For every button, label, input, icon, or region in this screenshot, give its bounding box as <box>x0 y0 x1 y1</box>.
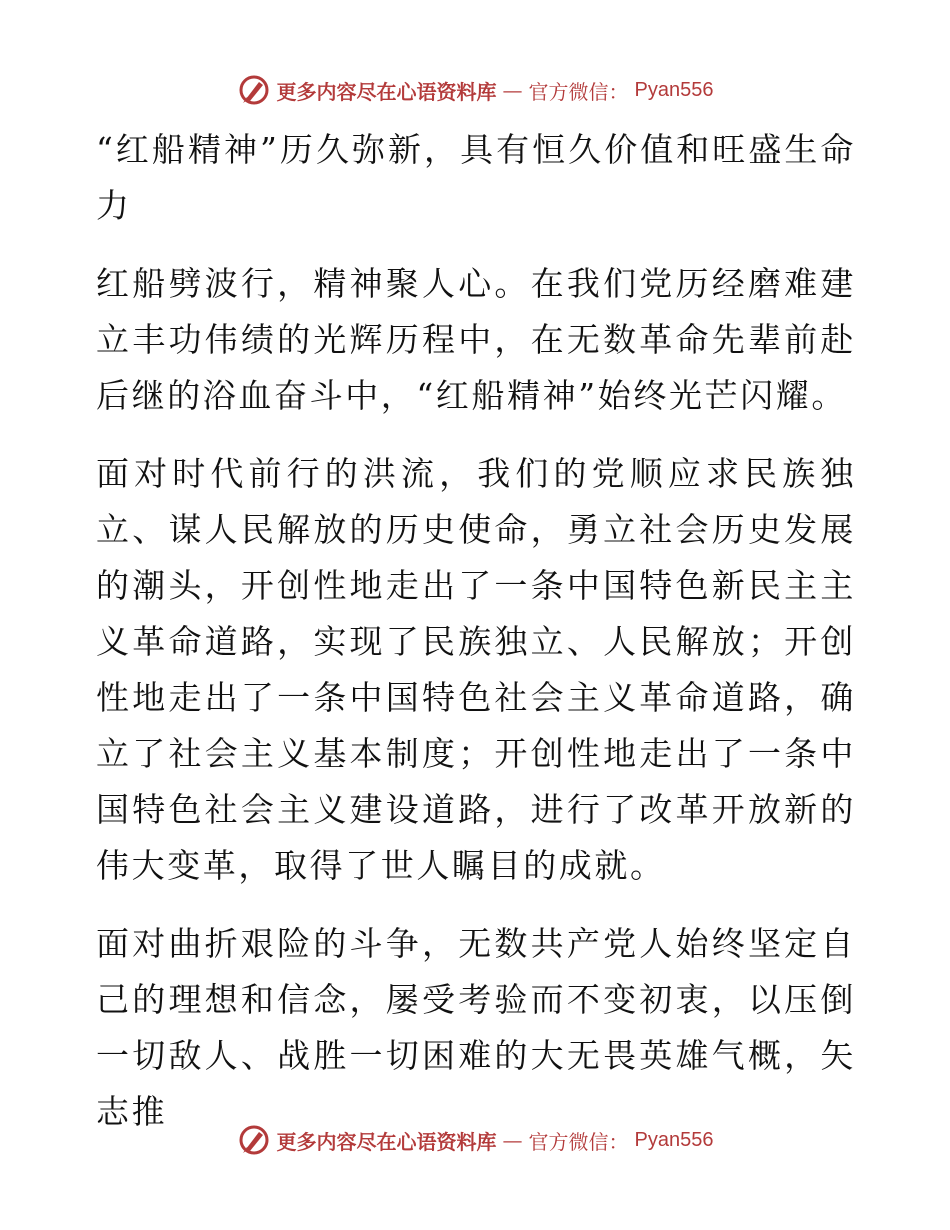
paragraph-heading: “红船精神”历久弥新，具有恒久价值和旺盛生命力 <box>96 130 856 225</box>
pen-in-circle-logo-icon <box>237 73 271 107</box>
header-banner <box>0 72 950 108</box>
paragraph: 红船劈波行，精神聚人心。在我们党历经磨难建立丰功伟绩的光辉历程中，在无数革命先辈前赴后继的浴血奋斗中，“红船精神”始终光芒闪耀。 <box>96 264 856 415</box>
banner-wechat-id: Pyan556 <box>634 1128 714 1151</box>
paragraph: 面对时代前行的洪流，我们的党顺应求民族独立、谋人民解放的历史使命，勇立社会历史发展的潮头，开创性地走出了一条中国特色新民主主义革命道路，实现了民族独立、人民解放；开创性地走出了一条中国特色社会主义革命道路，确立了社会主义基本制度；开创性地走出了一条中国特色社会主义建设道路，进行了改革开放新的伟大变革，取得了世人瞩目的成就。 <box>96 454 856 885</box>
banner-wechat-id: Pyan556 <box>634 78 714 101</box>
paragraph: 面对曲折艰险的斗争，无数共产党人始终坚定自己的理想和信念，屡受考验而不变初衷，以压倒一切敌人、战胜一切困难的大无畏英雄气概，矢志推 <box>96 924 856 1131</box>
document-body <box>96 122 856 1162</box>
footer-banner <box>0 1122 950 1158</box>
banner-dash: — <box>502 1128 523 1152</box>
banner-wechat-label: 官方微信： <box>528 1129 629 1154</box>
banner-brand-text: 更多内容尽在心语资料库 <box>276 79 497 104</box>
banner-brand-text: 更多内容尽在心语资料库 <box>276 1129 497 1154</box>
banner-dash: — <box>502 78 523 102</box>
banner-wechat-label: 官方微信： <box>528 79 629 104</box>
pen-in-circle-logo-icon <box>237 1123 271 1157</box>
